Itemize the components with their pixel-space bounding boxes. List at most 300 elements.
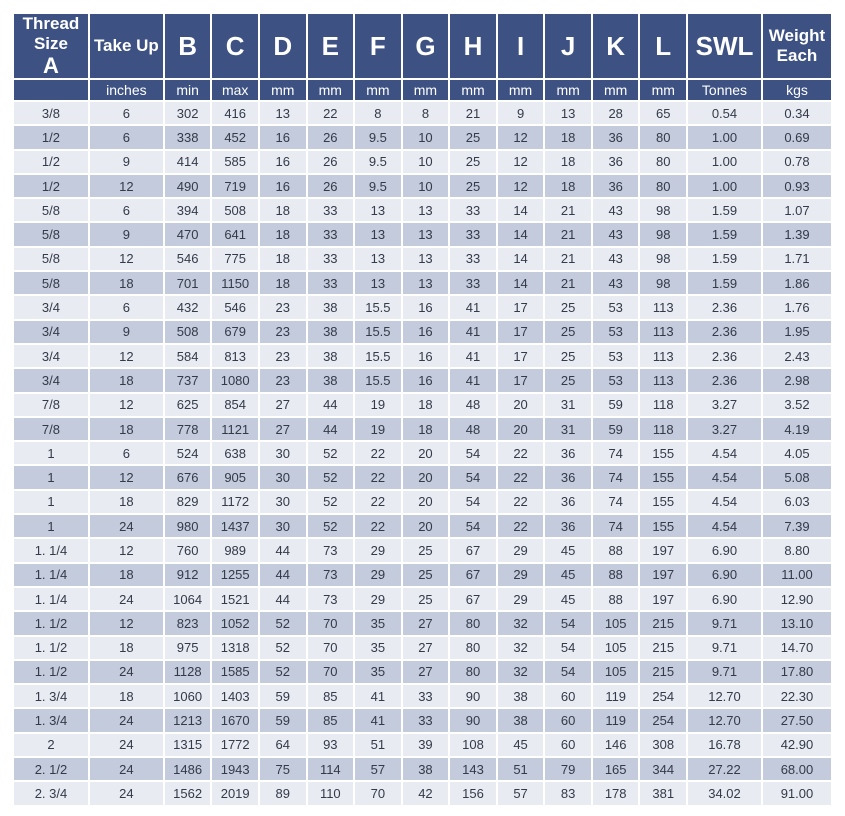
table-row xyxy=(14,637,831,659)
table-cell: 38 xyxy=(498,709,544,731)
table-cell: 44 xyxy=(308,394,354,416)
table-cell: 30 xyxy=(260,491,306,513)
table-cell: 33 xyxy=(450,248,496,270)
table-cell: 3/8 xyxy=(14,102,88,124)
table-cell: 29 xyxy=(355,564,401,586)
header-thread-size-label: Thread Size xyxy=(22,14,80,53)
table-cell: 18 xyxy=(403,394,449,416)
table-cell: 4.54 xyxy=(688,466,761,488)
table-cell: 53 xyxy=(593,321,639,343)
table-cell: 59 xyxy=(260,685,306,707)
table-cell: 760 xyxy=(165,539,211,561)
table-cell: 20 xyxy=(403,515,449,537)
table-cell: 53 xyxy=(593,369,639,391)
table-cell: 18 xyxy=(90,491,163,513)
table-cell: 48 xyxy=(450,394,496,416)
table-cell: 155 xyxy=(640,491,686,513)
table-cell: 68.00 xyxy=(763,758,831,780)
table-cell: 52 xyxy=(260,612,306,634)
table-row xyxy=(14,539,831,561)
table-cell: 3/4 xyxy=(14,345,88,367)
table-cell: 2 xyxy=(14,734,88,756)
table-cell: 64 xyxy=(260,734,306,756)
table-cell: 44 xyxy=(308,418,354,440)
table-cell: 1.39 xyxy=(763,223,831,245)
table-cell: 1315 xyxy=(165,734,211,756)
table-row xyxy=(14,321,831,343)
table-cell: 6.03 xyxy=(763,491,831,513)
table-cell: 14 xyxy=(498,223,544,245)
table-cell: 24 xyxy=(90,515,163,537)
table-cell: 0.69 xyxy=(763,126,831,148)
table-cell: 33 xyxy=(308,223,354,245)
table-cell: 1 xyxy=(14,515,88,537)
table-cell: 980 xyxy=(165,515,211,537)
table-cell: 18 xyxy=(403,418,449,440)
table-cell: 1150 xyxy=(212,272,258,294)
table-cell: 32 xyxy=(498,612,544,634)
table-cell: 51 xyxy=(498,758,544,780)
table-cell: 32 xyxy=(498,637,544,659)
table-cell: 105 xyxy=(593,661,639,683)
table-cell: 41 xyxy=(450,369,496,391)
table-cell: 1 xyxy=(14,442,88,464)
table-cell: 6 xyxy=(90,126,163,148)
table-cell: 9 xyxy=(90,321,163,343)
table-cell: 14 xyxy=(498,248,544,270)
table-cell: 53 xyxy=(593,345,639,367)
table-cell: 25 xyxy=(450,151,496,173)
table-cell: 52 xyxy=(308,442,354,464)
units-row xyxy=(14,80,831,100)
table-cell: 9.71 xyxy=(688,637,761,659)
table-cell: 414 xyxy=(165,151,211,173)
table-cell: 57 xyxy=(498,782,544,804)
table-cell: 85 xyxy=(308,709,354,731)
table-cell: 701 xyxy=(165,272,211,294)
table-cell: 22 xyxy=(498,466,544,488)
table-row xyxy=(14,758,831,780)
table-cell: 13 xyxy=(403,272,449,294)
table-cell: 1.07 xyxy=(763,199,831,221)
table-cell: 641 xyxy=(212,223,258,245)
table-cell: 10 xyxy=(403,151,449,173)
table-cell: 67 xyxy=(450,564,496,586)
table-cell: 88 xyxy=(593,564,639,586)
table-row xyxy=(14,491,831,513)
table-cell: 53 xyxy=(593,296,639,318)
table-cell: 80 xyxy=(450,612,496,634)
table-cell: 119 xyxy=(593,709,639,731)
table-cell: 1128 xyxy=(165,661,211,683)
table-cell: 15.5 xyxy=(355,321,401,343)
table-cell: 75 xyxy=(260,758,306,780)
table-cell: 98 xyxy=(640,223,686,245)
table-cell: 1772 xyxy=(212,734,258,756)
unit-j: mm xyxy=(545,80,591,100)
table-cell: 33 xyxy=(450,272,496,294)
unit-swl: Tonnes xyxy=(688,80,761,100)
unit-b: min xyxy=(165,80,211,100)
table-cell: 54 xyxy=(450,515,496,537)
table-cell: 30 xyxy=(260,466,306,488)
table-cell: 3.27 xyxy=(688,418,761,440)
table-cell: 1.00 xyxy=(688,151,761,173)
table-cell: 59 xyxy=(260,709,306,731)
table-cell: 15.5 xyxy=(355,296,401,318)
table-cell: 22 xyxy=(498,442,544,464)
table-cell: 155 xyxy=(640,442,686,464)
unit-c: max xyxy=(212,80,258,100)
table-cell: 912 xyxy=(165,564,211,586)
table-cell: 5/8 xyxy=(14,248,88,270)
table-cell: 12 xyxy=(498,175,544,197)
table-cell: 22 xyxy=(498,515,544,537)
table-cell: 118 xyxy=(640,394,686,416)
table-cell: 21 xyxy=(450,102,496,124)
table-cell: 2.36 xyxy=(688,321,761,343)
table-cell: 98 xyxy=(640,248,686,270)
table-cell: 989 xyxy=(212,539,258,561)
unit-g: mm xyxy=(403,80,449,100)
table-cell: 1.71 xyxy=(763,248,831,270)
table-cell: 21 xyxy=(545,223,591,245)
table-cell: 24 xyxy=(90,782,163,804)
table-cell: 1.59 xyxy=(688,272,761,294)
table-cell: 44 xyxy=(260,564,306,586)
table-row xyxy=(14,296,831,318)
table-cell: 1060 xyxy=(165,685,211,707)
table-cell: 13 xyxy=(260,102,306,124)
table-cell: 6 xyxy=(90,199,163,221)
table-row xyxy=(14,564,831,586)
table-cell: 60 xyxy=(545,709,591,731)
header-e: E xyxy=(308,14,354,78)
table-cell: 625 xyxy=(165,394,211,416)
table-row xyxy=(14,272,831,294)
table-cell: 89 xyxy=(260,782,306,804)
unit-k: mm xyxy=(593,80,639,100)
table-cell: 1. 1/2 xyxy=(14,612,88,634)
table-cell: 12.90 xyxy=(763,588,831,610)
table-cell: 490 xyxy=(165,175,211,197)
table-cell: 18 xyxy=(90,369,163,391)
table-cell: 1255 xyxy=(212,564,258,586)
table-cell: 14.70 xyxy=(763,637,831,659)
table-cell: 38 xyxy=(403,758,449,780)
table-cell: 29 xyxy=(355,588,401,610)
header-g: G xyxy=(403,14,449,78)
table-cell: 1172 xyxy=(212,491,258,513)
header-swl: SWL xyxy=(688,14,761,78)
table-row xyxy=(14,199,831,221)
table-cell: 254 xyxy=(640,709,686,731)
table-cell: 27 xyxy=(260,394,306,416)
table-cell: 23 xyxy=(260,345,306,367)
table-cell: 178 xyxy=(593,782,639,804)
table-cell: 70 xyxy=(308,661,354,683)
table-cell: 113 xyxy=(640,321,686,343)
table-cell: 1486 xyxy=(165,758,211,780)
table-cell: 113 xyxy=(640,369,686,391)
table-cell: 2019 xyxy=(212,782,258,804)
table-cell: 41 xyxy=(355,709,401,731)
table-cell: 197 xyxy=(640,539,686,561)
table-row xyxy=(14,734,831,756)
table-cell: 1. 3/4 xyxy=(14,685,88,707)
table-cell: 10 xyxy=(403,175,449,197)
table-cell: 22.30 xyxy=(763,685,831,707)
header-thread-size-letter: A xyxy=(43,53,59,78)
table-cell: 4.54 xyxy=(688,515,761,537)
table-cell: 1.00 xyxy=(688,126,761,148)
table-cell: 813 xyxy=(212,345,258,367)
table-cell: 59 xyxy=(593,394,639,416)
table-cell: 41 xyxy=(450,321,496,343)
table-cell: 8.80 xyxy=(763,539,831,561)
table-cell: 98 xyxy=(640,272,686,294)
table-cell: 1562 xyxy=(165,782,211,804)
table-cell: 21 xyxy=(545,199,591,221)
table-cell: 29 xyxy=(355,539,401,561)
unit-d: mm xyxy=(260,80,306,100)
header-h: H xyxy=(450,14,496,78)
table-cell: 26 xyxy=(308,126,354,148)
table-cell: 823 xyxy=(165,612,211,634)
table-cell: 85 xyxy=(308,685,354,707)
table-cell: 546 xyxy=(165,248,211,270)
table-cell: 28 xyxy=(593,102,639,124)
table-cell: 15.5 xyxy=(355,369,401,391)
table-cell: 1437 xyxy=(212,515,258,537)
table-cell: 42.90 xyxy=(763,734,831,756)
table-cell: 23 xyxy=(260,296,306,318)
table-cell: 2.36 xyxy=(688,296,761,318)
table-cell: 676 xyxy=(165,466,211,488)
table-cell: 1080 xyxy=(212,369,258,391)
table-cell: 25 xyxy=(545,321,591,343)
table-cell: 80 xyxy=(450,637,496,659)
table-cell: 25 xyxy=(545,345,591,367)
table-cell: 775 xyxy=(212,248,258,270)
table-cell: 3/4 xyxy=(14,369,88,391)
table-cell: 74 xyxy=(593,491,639,513)
table-cell: 24 xyxy=(90,758,163,780)
table-cell: 44 xyxy=(260,539,306,561)
table-cell: 42 xyxy=(403,782,449,804)
table-cell: 73 xyxy=(308,539,354,561)
table-cell: 38 xyxy=(308,369,354,391)
table-cell: 10 xyxy=(403,126,449,148)
table-cell: 25 xyxy=(545,296,591,318)
table-row xyxy=(14,102,831,124)
table-cell: 25 xyxy=(403,539,449,561)
table-cell: 20 xyxy=(403,442,449,464)
table-cell: 18 xyxy=(545,151,591,173)
table-cell: 18 xyxy=(545,126,591,148)
table-cell: 54 xyxy=(450,491,496,513)
table-cell: 90 xyxy=(450,685,496,707)
table-cell: 155 xyxy=(640,515,686,537)
table-row xyxy=(14,588,831,610)
table-cell: 2. 1/2 xyxy=(14,758,88,780)
table-cell: 36 xyxy=(593,126,639,148)
table-cell: 70 xyxy=(355,782,401,804)
table-cell: 33 xyxy=(403,709,449,731)
table-cell: 737 xyxy=(165,369,211,391)
table-cell: 38 xyxy=(308,321,354,343)
table-cell: 26 xyxy=(308,175,354,197)
table-row xyxy=(14,126,831,148)
table-cell: 51 xyxy=(355,734,401,756)
table-cell: 146 xyxy=(593,734,639,756)
table-cell: 0.34 xyxy=(763,102,831,124)
spec-table-container xyxy=(12,12,833,807)
table-cell: 18 xyxy=(260,199,306,221)
table-cell: 74 xyxy=(593,466,639,488)
table-cell: 36 xyxy=(545,491,591,513)
header-take-up: Take Up xyxy=(90,14,163,78)
table-cell: 1521 xyxy=(212,588,258,610)
table-cell: 2.98 xyxy=(763,369,831,391)
table-cell: 215 xyxy=(640,661,686,683)
table-cell: 74 xyxy=(593,515,639,537)
table-cell: 16 xyxy=(403,369,449,391)
table-cell: 4.19 xyxy=(763,418,831,440)
table-row xyxy=(14,466,831,488)
table-cell: 854 xyxy=(212,394,258,416)
table-cell: 44 xyxy=(260,588,306,610)
table-cell: 18 xyxy=(260,272,306,294)
table-cell: 2.36 xyxy=(688,345,761,367)
table-cell: 27 xyxy=(403,637,449,659)
table-row xyxy=(14,782,831,804)
table-cell: 25 xyxy=(450,175,496,197)
table-cell: 18 xyxy=(260,248,306,270)
table-cell: 1. 1/2 xyxy=(14,661,88,683)
table-cell: 1064 xyxy=(165,588,211,610)
table-cell: 2.36 xyxy=(688,369,761,391)
table-cell: 31 xyxy=(545,418,591,440)
table-cell: 88 xyxy=(593,539,639,561)
table-cell: 18 xyxy=(545,175,591,197)
table-cell: 24 xyxy=(90,588,163,610)
table-cell: 452 xyxy=(212,126,258,148)
table-cell: 73 xyxy=(308,588,354,610)
table-cell: 33 xyxy=(308,272,354,294)
table-cell: 9.5 xyxy=(355,151,401,173)
table-cell: 1213 xyxy=(165,709,211,731)
table-cell: 54 xyxy=(545,612,591,634)
table-cell: 5/8 xyxy=(14,272,88,294)
table-cell: 57 xyxy=(355,758,401,780)
table-cell: 27 xyxy=(403,661,449,683)
header-row xyxy=(14,14,831,78)
table-cell: 381 xyxy=(640,782,686,804)
table-cell: 36 xyxy=(593,151,639,173)
table-cell: 13 xyxy=(355,199,401,221)
table-cell: 1 xyxy=(14,466,88,488)
table-cell: 91.00 xyxy=(763,782,831,804)
table-cell: 41 xyxy=(450,345,496,367)
table-cell: 108 xyxy=(450,734,496,756)
table-cell: 9.5 xyxy=(355,126,401,148)
table-cell: 6.90 xyxy=(688,588,761,610)
table-cell: 18 xyxy=(90,564,163,586)
table-cell: 45 xyxy=(545,539,591,561)
table-cell: 22 xyxy=(355,515,401,537)
table-cell: 33 xyxy=(308,199,354,221)
table-cell: 143 xyxy=(450,758,496,780)
table-cell: 1403 xyxy=(212,685,258,707)
table-cell: 18 xyxy=(90,637,163,659)
table-row xyxy=(14,515,831,537)
header-b: B xyxy=(165,14,211,78)
table-row xyxy=(14,442,831,464)
header-d: D xyxy=(260,14,306,78)
table-cell: 1.59 xyxy=(688,248,761,270)
table-row xyxy=(14,418,831,440)
table-cell: 38 xyxy=(308,296,354,318)
table-cell: 26 xyxy=(308,151,354,173)
table-cell: 13 xyxy=(403,199,449,221)
table-cell: 119 xyxy=(593,685,639,707)
table-cell: 12 xyxy=(90,466,163,488)
unit-l: mm xyxy=(640,80,686,100)
table-row xyxy=(14,661,831,683)
table-cell: 4.54 xyxy=(688,491,761,513)
table-cell: 15.5 xyxy=(355,345,401,367)
table-cell: 12.70 xyxy=(688,685,761,707)
table-cell: 12 xyxy=(498,151,544,173)
table-cell: 31 xyxy=(545,394,591,416)
table-cell: 508 xyxy=(165,321,211,343)
table-cell: 27.22 xyxy=(688,758,761,780)
table-cell: 33 xyxy=(450,199,496,221)
unit-i: mm xyxy=(498,80,544,100)
table-cell: 38 xyxy=(498,685,544,707)
table-cell: 110 xyxy=(308,782,354,804)
turnbuckle-spec-table xyxy=(12,12,833,807)
table-cell: 35 xyxy=(355,637,401,659)
header-l: L xyxy=(640,14,686,78)
table-cell: 9.71 xyxy=(688,661,761,683)
table-cell: 12 xyxy=(90,539,163,561)
table-cell: 88 xyxy=(593,588,639,610)
table-cell: 24 xyxy=(90,709,163,731)
table-cell: 546 xyxy=(212,296,258,318)
table-cell: 5/8 xyxy=(14,199,88,221)
table-cell: 22 xyxy=(498,491,544,513)
table-cell: 27.50 xyxy=(763,709,831,731)
table-cell: 13 xyxy=(355,272,401,294)
header-f: F xyxy=(355,14,401,78)
table-cell: 27 xyxy=(403,612,449,634)
table-cell: 80 xyxy=(450,661,496,683)
table-cell: 52 xyxy=(260,661,306,683)
table-cell: 1585 xyxy=(212,661,258,683)
table-cell: 13 xyxy=(355,248,401,270)
table-cell: 16 xyxy=(403,321,449,343)
table-cell: 8 xyxy=(355,102,401,124)
table-cell: 0.78 xyxy=(763,151,831,173)
table-cell: 1943 xyxy=(212,758,258,780)
table-cell: 32 xyxy=(498,661,544,683)
table-cell: 20 xyxy=(403,491,449,513)
table-cell: 24 xyxy=(90,661,163,683)
table-cell: 9 xyxy=(498,102,544,124)
table-cell: 22 xyxy=(355,466,401,488)
